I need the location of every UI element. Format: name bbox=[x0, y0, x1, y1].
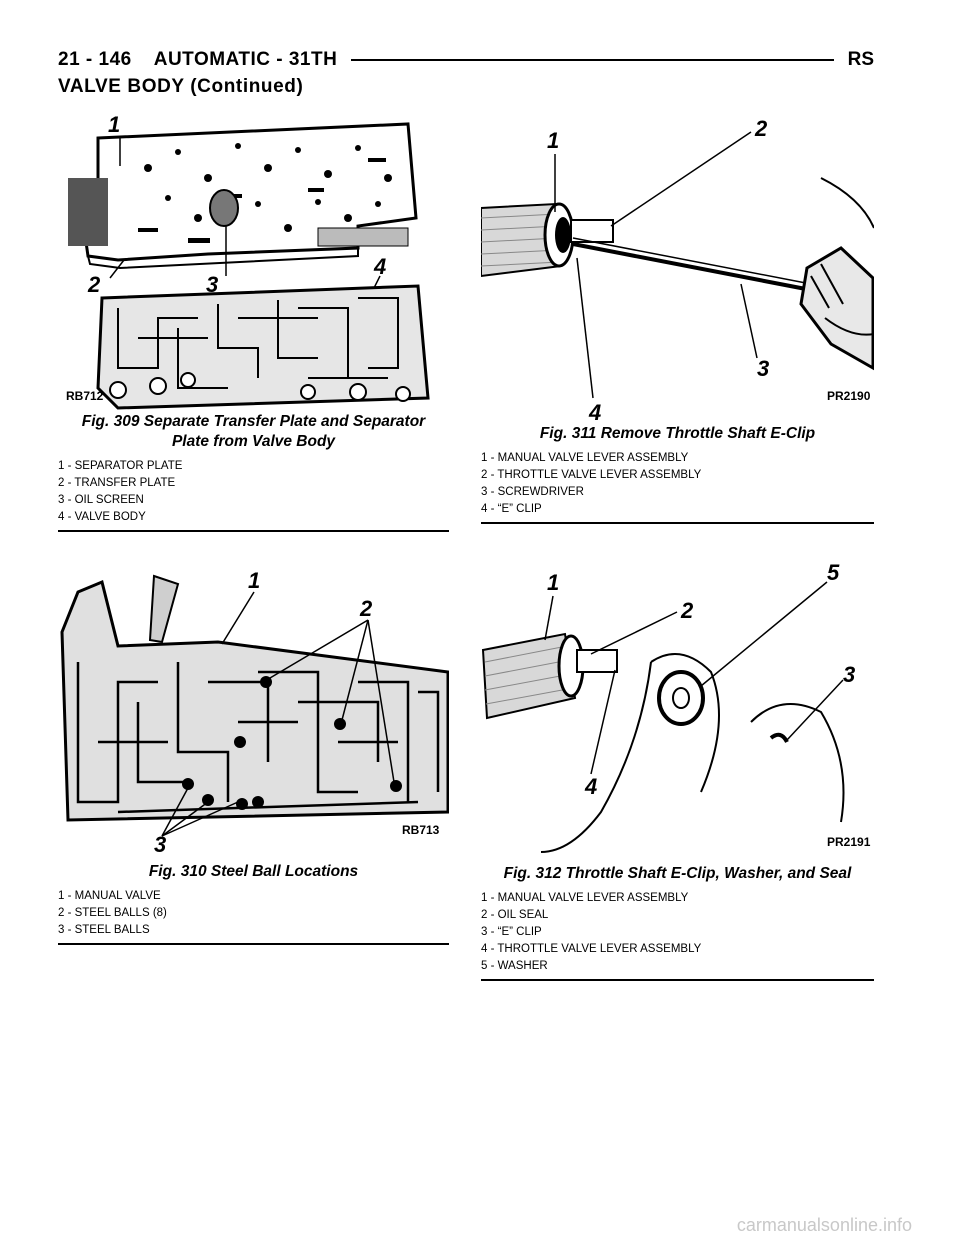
legend-item: 2 - TRANSFER PLATE bbox=[58, 477, 176, 489]
figure-309 bbox=[58, 108, 449, 532]
callout-3: 3 bbox=[206, 272, 219, 297]
figure-309-caption bbox=[58, 412, 449, 452]
callout-1: 1 bbox=[248, 568, 261, 593]
figure-311-caption: Fig. 311 Remove Throttle Shaft E-Clip bbox=[539, 425, 816, 442]
figure-309-rule bbox=[58, 530, 449, 532]
figure-311-legend bbox=[481, 450, 874, 518]
section-title: VALVE BODY (Continued) bbox=[58, 76, 304, 97]
callout-2: 2 bbox=[88, 272, 101, 297]
callout-5: 5 bbox=[827, 562, 840, 585]
legend-item: 4 - “E” CLIP bbox=[481, 503, 542, 515]
figure-312-legend bbox=[481, 890, 874, 975]
figure-312-rule bbox=[481, 979, 874, 981]
callout-4: 4 bbox=[585, 774, 598, 799]
legend-item: 3 - SCREWDRIVER bbox=[481, 486, 584, 498]
figure-311 bbox=[481, 108, 874, 524]
image-code: PR2191 bbox=[827, 835, 871, 849]
page-header bbox=[58, 47, 874, 73]
callout-3: 3 bbox=[757, 356, 770, 381]
legend-item: 4 - THROTTLE VALVE LEVER ASSEMBLY bbox=[481, 943, 702, 955]
image-code: RB713 bbox=[402, 823, 440, 837]
figure-311-rule bbox=[481, 522, 874, 524]
legend-item: 3 - “E” CLIP bbox=[481, 926, 542, 938]
legend-item: 2 - OIL SEAL bbox=[481, 909, 549, 921]
legend-item: 2 - THROTTLE VALVE LEVER ASSEMBLY bbox=[481, 469, 702, 481]
legend-item: 4 - VALVE BODY bbox=[58, 511, 146, 523]
figure-309-legend bbox=[58, 458, 449, 526]
caption-line-1: Fig. 309 Separate Transfer Plate and Separator bbox=[81, 413, 426, 430]
model-code: RS bbox=[847, 49, 874, 70]
legend-item: 1 - MANUAL VALVE LEVER ASSEMBLY bbox=[481, 892, 689, 904]
callout-4: 4 bbox=[589, 400, 602, 424]
figure-312-caption: Fig. 312 Throttle Shaft E-Clip, Washer, and Seal bbox=[503, 865, 852, 882]
figure-310-caption: Fig. 310 Steel Ball Locations bbox=[148, 863, 359, 880]
figure-310-legend bbox=[58, 888, 449, 939]
section-name: AUTOMATIC - 31TH bbox=[153, 49, 338, 70]
caption-line-2: Plate from Valve Body bbox=[171, 433, 336, 450]
callout-2: 2 bbox=[681, 598, 694, 623]
page-number: 21 - 146 bbox=[58, 49, 132, 70]
callout-3: 3 bbox=[154, 832, 167, 857]
callout-2: 2 bbox=[360, 596, 373, 621]
legend-item: 3 - STEEL BALLS bbox=[58, 924, 150, 936]
image-code: RB712 bbox=[66, 389, 104, 403]
legend-item: 1 - SEPARATOR PLATE bbox=[58, 460, 183, 472]
figure-310-illustration bbox=[58, 562, 449, 862]
callout-2: 2 bbox=[755, 116, 768, 141]
legend-item: 2 - STEEL BALLS (8) bbox=[58, 907, 167, 919]
figure-310-rule bbox=[58, 943, 449, 945]
legend-item: 5 - WASHER bbox=[481, 960, 548, 972]
callout-4: 4 bbox=[374, 254, 387, 279]
callout-1: 1 bbox=[108, 112, 121, 137]
header-rule bbox=[351, 59, 833, 61]
callout-1: 1 bbox=[547, 570, 560, 595]
figure-310 bbox=[58, 562, 449, 945]
figure-309-illustration bbox=[58, 108, 449, 412]
watermark: carmanualsonline.info bbox=[736, 1215, 912, 1235]
legend-item: 3 - OIL SCREEN bbox=[58, 494, 144, 506]
legend-item: 1 - MANUAL VALVE LEVER ASSEMBLY bbox=[481, 452, 689, 464]
figure-312-illustration bbox=[481, 562, 874, 864]
figure-311-illustration bbox=[481, 108, 874, 424]
callout-1: 1 bbox=[547, 128, 560, 153]
callout-3: 3 bbox=[843, 662, 856, 687]
figure-312 bbox=[481, 562, 874, 981]
image-code: PR2190 bbox=[827, 389, 871, 403]
legend-item: 1 - MANUAL VALVE bbox=[58, 890, 161, 902]
